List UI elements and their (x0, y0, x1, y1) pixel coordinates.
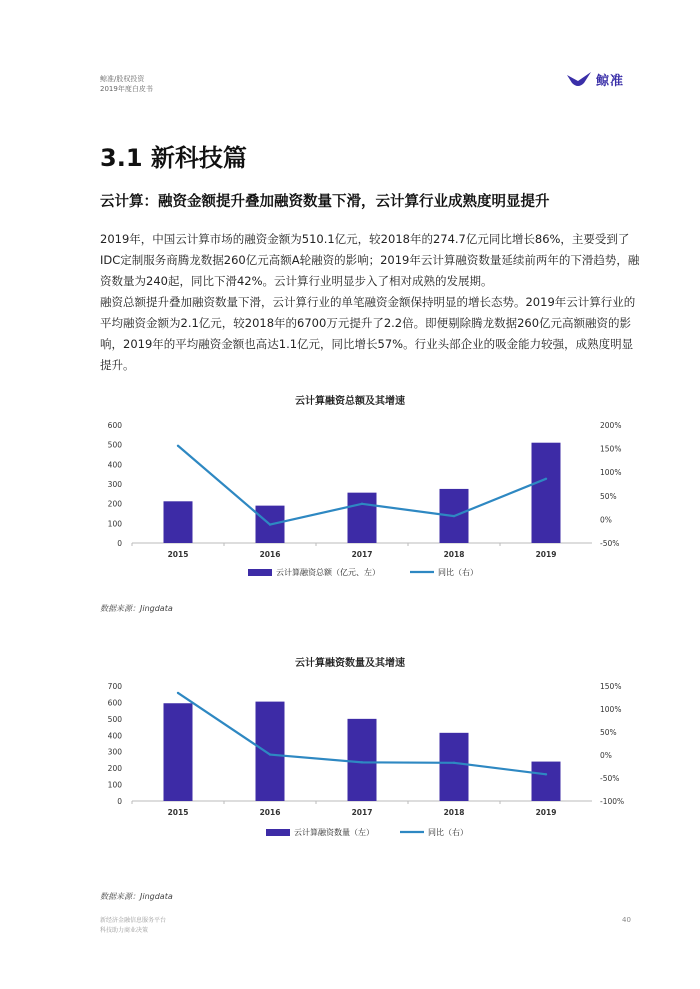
y-right-tick-label: 150% (600, 444, 622, 454)
logo-text: 鲸准 (596, 74, 625, 89)
y-left-tick-label: 300 (107, 747, 122, 757)
whale-logo-icon (566, 71, 592, 89)
page-footer (100, 916, 166, 936)
x-tick-label: 2018 (443, 550, 465, 559)
yoy-point-2018 (453, 515, 455, 517)
y-left-tick-label: 0 (117, 797, 122, 806)
page-number: 40 (622, 916, 631, 924)
paragraph-2: 融资总额提升叠加融资数量下滑，云计算行业的单笔融资金额保持明显的增长态势。2019年云计算行业的平均融资金额为2.1亿元，较2018年的6700万元提升了2.2倍。即便剔除腾龙数据260亿元高额融资的影响，2019年的平均融资金额也高达1.1亿元，同比增长57%。行业头部企业的吸金能力较强，成熟度明显提升。 (100, 295, 636, 372)
bar-2019 (532, 443, 561, 543)
x-tick-label: 2015 (167, 550, 189, 559)
section-title: 3.1 新科技篇 (100, 144, 247, 172)
y-left-tick-label: 0 (117, 539, 122, 548)
y-right-tick-label: 0% (600, 515, 612, 525)
legend-bar-swatch (266, 829, 290, 836)
y-right-tick-label: -50% (600, 539, 620, 548)
y-right-tick-label: 50% (600, 491, 617, 501)
y-left-tick-label: 100 (107, 780, 122, 790)
funding-amount-chart (0, 392, 700, 592)
x-tick-label: 2016 (259, 808, 281, 817)
legend-line-label: 同比（右） (438, 568, 478, 577)
y-left-tick-label: 200 (107, 499, 122, 509)
y-right-tick-label: 50% (600, 728, 617, 737)
chart-2-source: 数据来源：Jingdata (100, 892, 173, 901)
page-header (100, 74, 153, 94)
x-tick-label: 2016 (259, 550, 281, 559)
yoy-point-2017 (361, 503, 363, 505)
bar-2019 (532, 762, 561, 801)
y-left-tick-label: 500 (107, 714, 122, 724)
funding-count-chart (0, 654, 700, 882)
bar-2015 (164, 703, 193, 801)
chart-1-source: 数据来源：Jingdata (100, 604, 173, 613)
yoy-point-2017 (361, 761, 363, 763)
footer-line-2: 科技助力商业决策 (100, 927, 149, 934)
header-line-1: 鲸准/股权投资 (100, 75, 145, 83)
bar-2017 (348, 719, 377, 801)
y-right-tick-label: -50% (600, 774, 620, 783)
y-left-tick-label: 700 (107, 682, 122, 691)
y-left-tick-label: 400 (107, 731, 122, 741)
chart-svg-2 (0, 654, 700, 882)
legend-line-label: 同比（右） (428, 828, 468, 837)
x-tick-label: 2019 (535, 550, 557, 559)
y-right-tick-label: 0% (600, 751, 612, 760)
y-right-tick-label: 200% (600, 421, 622, 430)
paragraph-1: 2019年，中国云计算市场的融资金额为510.1亿元，较2018年的274.7亿元同比增长86%，主要受到了IDC定制服务商腾龙数据260亿元高额A轮融资的影响；2019年云计算融资数量延续前两年的下滑趋势，融资数量为240起，同比下滑42%。云计算行业明显步入了相对成熟的发展期。 (100, 232, 640, 288)
y-left-tick-label: 100 (107, 519, 122, 529)
y-right-tick-label: 100% (600, 705, 622, 714)
bar-2015 (164, 501, 193, 543)
y-left-tick-label: 300 (107, 480, 122, 489)
yoy-point-2018 (453, 762, 455, 764)
x-tick-label: 2018 (443, 808, 465, 817)
yoy-point-2015 (177, 692, 179, 694)
footer-line-1: 新经济金融信息服务平台 (100, 917, 167, 924)
x-tick-label: 2017 (351, 808, 373, 817)
bar-2018 (440, 733, 469, 801)
y-left-tick-label: 600 (107, 698, 122, 708)
legend-bar-label: 云计算融资总额（亿元、左） (276, 568, 380, 577)
yoy-point-2015 (177, 445, 179, 447)
x-tick-label: 2017 (351, 550, 373, 559)
brand-logo (566, 70, 624, 89)
legend-bar-label: 云计算融资数量（左） (294, 828, 374, 837)
y-right-tick-label: 100% (600, 468, 622, 478)
chart-title: 云计算融资总额及其增速 (295, 396, 405, 407)
chart-title: 云计算融资数量及其增速 (295, 658, 405, 669)
y-right-tick-label: -100% (600, 797, 625, 806)
chart-svg-1 (0, 392, 700, 592)
y-left-tick-label: 500 (107, 440, 122, 450)
bar-2016 (256, 702, 285, 801)
x-tick-label: 2015 (167, 808, 189, 817)
y-left-tick-label: 200 (107, 764, 122, 774)
yoy-point-2019 (545, 478, 547, 480)
y-right-tick-label: 150% (600, 682, 622, 691)
yoy-point-2019 (545, 773, 547, 775)
legend-bar-swatch (248, 569, 272, 576)
yoy-point-2016 (269, 753, 271, 755)
y-left-tick-label: 400 (107, 460, 122, 470)
yoy-point-2016 (269, 523, 271, 525)
bar-2017 (348, 493, 377, 543)
y-left-tick-label: 600 (107, 421, 122, 430)
x-tick-label: 2019 (535, 808, 557, 817)
header-line-2: 2019年度白皮书 (100, 85, 153, 93)
subtitle: 云计算：融资金额提升叠加融资数量下滑，云计算行业成熟度明显提升 (100, 194, 550, 210)
